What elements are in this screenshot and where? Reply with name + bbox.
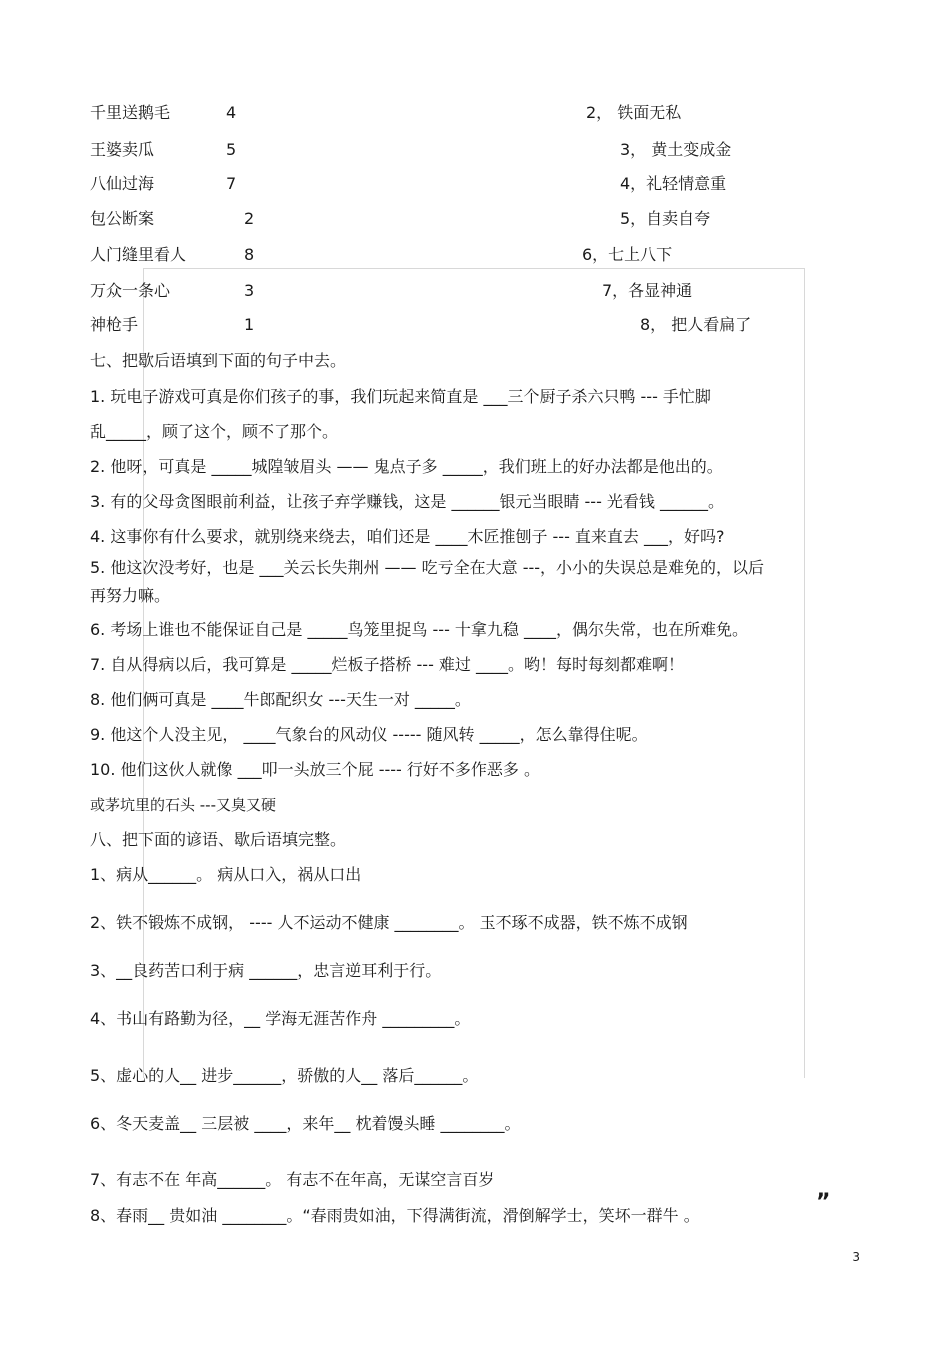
match-left-term: 王婆卖瓜 [90, 140, 155, 159]
section8-line: 8、春雨__ 贵如油 ________。“春雨贵如油，下得满街流，滑倒解学士，笑坏一群牛 。 [90, 1206, 700, 1225]
match-left-term: 神枪手 [90, 315, 139, 334]
match-left-num: 8 [244, 245, 255, 264]
section7-line: 1. 玩电子游戏可真是你们孩子的事，我们玩起来简直是 ___三个厨子杀六只鸭 --- 手忙脚 [90, 387, 711, 406]
section8-line: 6、冬天麦盖__ 三层被 ____，来年__ 枕着馒头睡 ________。 [90, 1114, 521, 1133]
frame-line-right [804, 268, 805, 1078]
section7-line: 10. 他们这伙人就像 ___叩一头放三个屁 ---- 行好不多作恶多 。 [90, 760, 540, 779]
section7-line: 5. 他这次没考好，也是 ___关云长失荆州 —— 吃亏全在大意 ---，小小的失误总是难免的，以后 [90, 558, 765, 577]
match-right-item: 3， 黄土变成金 [620, 140, 732, 159]
section7-line: 7. 自从得病以后，我可算是 _____烂板子搭桥 --- 难过 ____。哟！每时每刻都难啊！ [90, 655, 685, 674]
section8-line: 1、病从______。 病从口入，祸从口出 [90, 865, 362, 884]
match-right-item: 5，自卖自夸 [620, 209, 711, 228]
match-left-term: 八仙过海 [90, 174, 155, 193]
match-left-num: 3 [244, 281, 255, 300]
match-left-term: 人门缝里看人 [90, 245, 187, 264]
section8-line: 5、虚心的人__ 进步______，骄傲的人__ 落后______。 [90, 1066, 479, 1085]
frame-line-top [143, 268, 805, 269]
match-left-num: 4 [226, 103, 237, 122]
match-left-term: 千里送鹅毛 [90, 103, 171, 122]
section8-line: 4、书山有路勤为径，__ 学海无涯苦作舟 _________。 [90, 1009, 471, 1028]
section8-line: 2、铁不锻炼不成钢， ---- 人不运动不健康 ________。 玉不琢不成器，铁不炼不成钢 [90, 913, 688, 932]
section8-line: 7、有志不在 年高______。 有志不在年高，无谋空言百岁 [90, 1170, 495, 1189]
match-left-num: 2 [244, 209, 255, 228]
section7-title: 七、把歇后语填到下面的句子中去。 [90, 351, 347, 370]
match-right-item: 4，礼轻情意重 [620, 174, 727, 193]
section7-line: 乱_____，顾了这个，顾不了那个。 [90, 422, 339, 441]
match-right-item: 8， 把人看扁了 [640, 315, 752, 334]
section7-line: 3. 有的父母贪图眼前利益，让孩子弃学赚钱，这是 ______银元当眼睛 --- 光看钱 ______。 [90, 492, 725, 511]
match-left-num: 5 [226, 140, 237, 159]
match-left-num: 7 [226, 174, 237, 193]
match-left-term: 包公断案 [90, 209, 155, 228]
closing-quote-mark: ” [816, 1190, 831, 1215]
section8-title: 八、把下面的谚语、歇后语填完整。 [90, 830, 347, 849]
section7-line: 2. 他呀，可真是 _____城隍皱眉头 —— 鬼点子多 _____，我们班上的好办法都是他出的。 [90, 457, 723, 476]
match-right-item: 2， 铁面无私 [586, 103, 682, 122]
section7-line: 再努力嘛。 [90, 586, 171, 605]
section7-line: 6. 考场上谁也不能保证自己是 _____鸟笼里捉鸟 --- 十拿九稳 ____，偶尔失常，也在所难免。 [90, 620, 749, 639]
match-left-num: 1 [244, 315, 255, 334]
section7-line: 或茅坑里的石头 ---又臭又硬 [90, 796, 277, 814]
page-number: 3 [852, 1250, 860, 1264]
section7-line: 4. 这事你有什么要求，就别绕来绕去，咱们还是 ____木匠推刨子 --- 直来直去 ___，好吗? [90, 527, 725, 546]
section8-line: 3、__良药苦口利于病 ______，忠言逆耳利于行。 [90, 961, 442, 980]
match-right-item: 7，各显神通 [602, 281, 693, 300]
match-left-term: 万众一条心 [90, 281, 171, 300]
section7-line: 8. 他们俩可真是 ____牛郎配织女 ---天生一对 _____。 [90, 690, 471, 709]
match-right-item: 6，七上八下 [582, 245, 673, 264]
section7-line: 9. 他这个人没主见， ____气象台的风动仪 ----- 随风转 _____，怎么靠得住呢。 [90, 725, 648, 744]
